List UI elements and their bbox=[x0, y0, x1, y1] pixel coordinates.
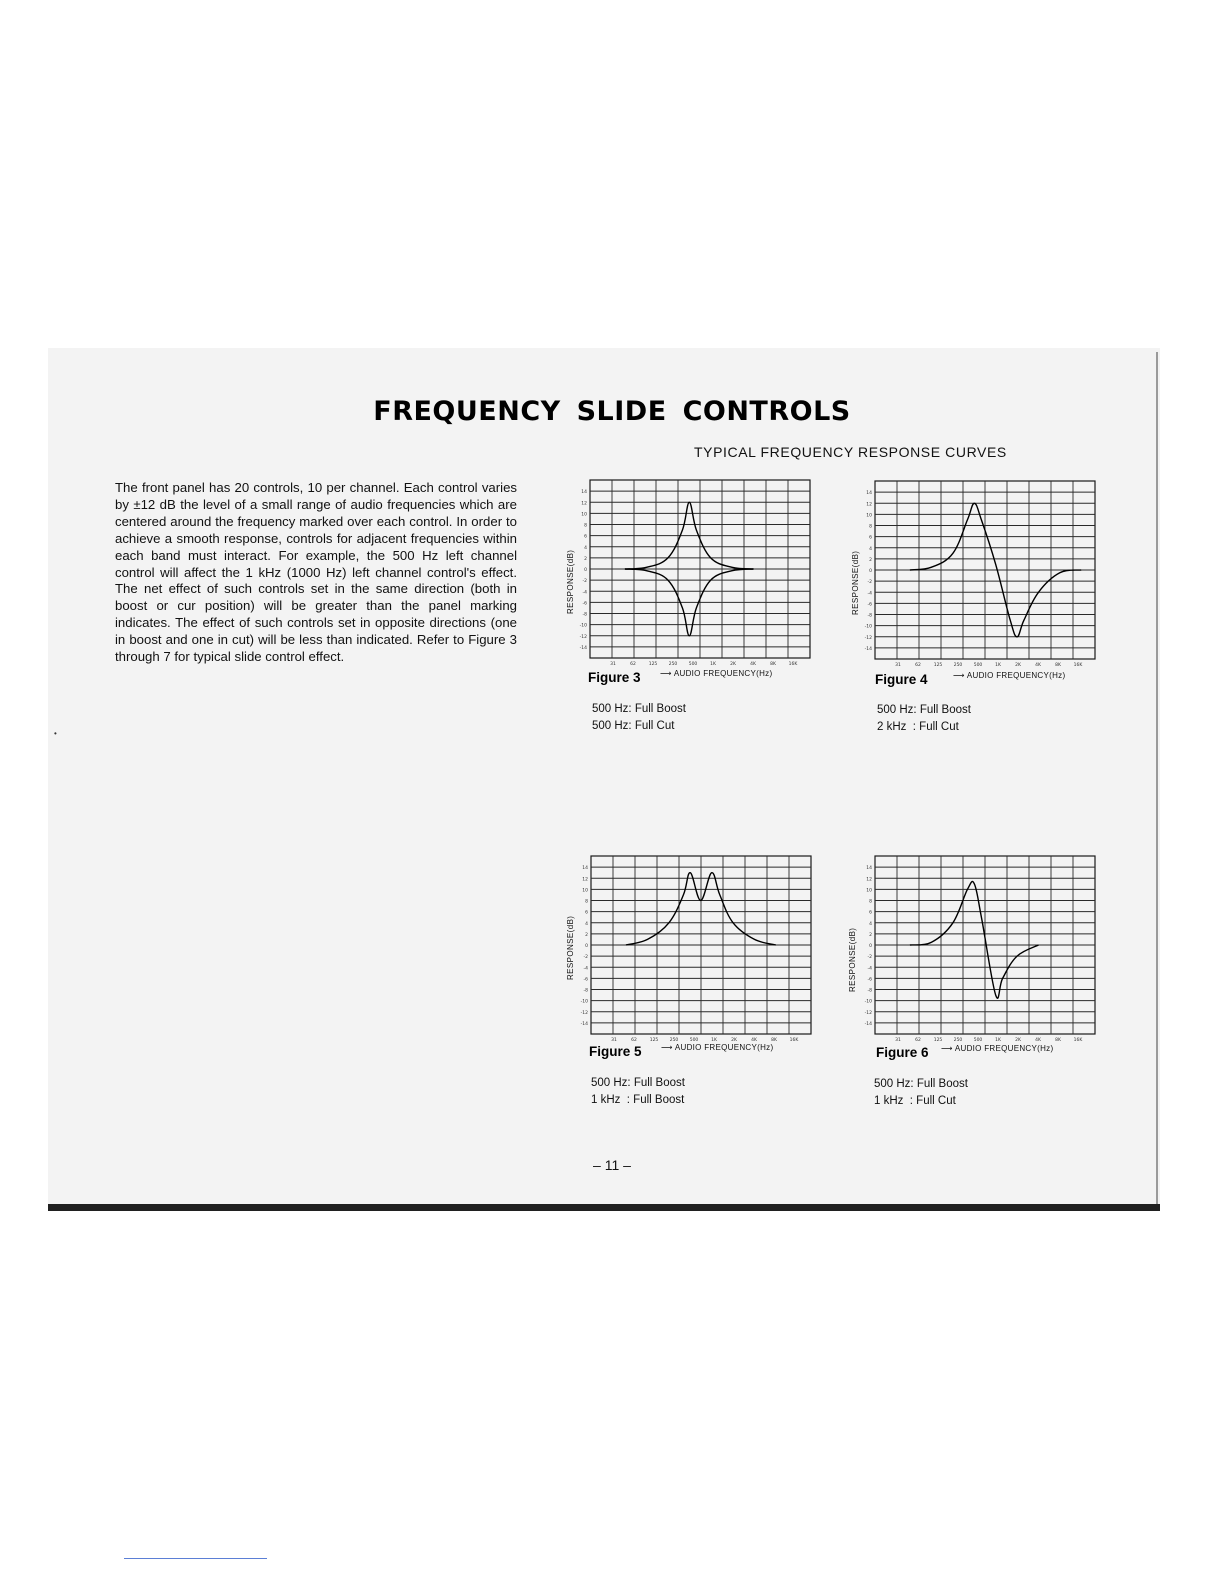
figure-3-xtick-label: 125 bbox=[648, 662, 658, 667]
figure-4-caption-line-1: 500 Hz: Full Boost bbox=[877, 704, 971, 716]
figure-5-ytick-label: -6 bbox=[583, 977, 588, 983]
figure-3-ytick-label: 0 bbox=[584, 568, 587, 573]
scan-speck: • bbox=[54, 729, 57, 738]
figure-3-ytick-label: -8 bbox=[582, 612, 587, 618]
figure-4-xtick-label: 8K bbox=[1055, 663, 1061, 668]
figure-6-ytick-label: -2 bbox=[867, 955, 872, 961]
figure-6-caption bbox=[874, 1076, 968, 1110]
figure-4-caption bbox=[877, 702, 971, 736]
figure-6-xtick-label: 1K bbox=[995, 1038, 1001, 1043]
figure-5-ytick-label: 12 bbox=[582, 877, 588, 883]
figure-6-xtick-label: 16K bbox=[1073, 1038, 1083, 1043]
figure-3 bbox=[560, 478, 850, 768]
figure-4-caption-line-2: 2 kHz : Full Cut bbox=[877, 721, 959, 733]
figure-3-ytick-label: -2 bbox=[582, 579, 587, 585]
figure-6-ytick-label: -10 bbox=[864, 999, 872, 1005]
figure-6-series-1-line bbox=[910, 881, 1039, 998]
figure-5 bbox=[561, 854, 851, 1144]
figure-6-xlabel-text: AUDIO FREQUENCY(Hz) bbox=[954, 1044, 1054, 1053]
footnote-rule bbox=[124, 1558, 267, 1559]
figure-5-ylabel: RESPONSE(dB) bbox=[566, 915, 575, 980]
figure-6-xtick-label: 4K bbox=[1035, 1038, 1041, 1043]
figure-4-ytick-label: 10 bbox=[866, 513, 872, 519]
figure-5-ytick-label: -4 bbox=[583, 966, 588, 972]
figure-3-ytick-label: 2 bbox=[584, 556, 587, 562]
figure-3-xtick-label: 62 bbox=[630, 662, 636, 667]
figure-3-caption-line-1: 500 Hz: Full Boost bbox=[592, 703, 686, 715]
figure-3-xtick-label: 8K bbox=[770, 662, 776, 667]
figure-5-xtick-label: 31 bbox=[611, 1038, 617, 1043]
figure-3-xlabel: ⟶ AUDIO FREQUENCY(Hz) bbox=[660, 669, 773, 678]
figure-5-xtick-label: 500 bbox=[689, 1038, 699, 1043]
figure-6-xtick-label: 31 bbox=[895, 1038, 901, 1043]
figure-6-ytick-label: 14 bbox=[866, 866, 872, 872]
figure-3-ytick-label: 12 bbox=[581, 501, 587, 507]
figure-6-ytick-label: -4 bbox=[867, 966, 872, 972]
figure-4-ytick-label: 14 bbox=[866, 491, 872, 497]
figure-6-xtick-label: 500 bbox=[973, 1038, 983, 1043]
body-paragraph: The front panel has 20 controls, 10 per channel. Each control varies by ±12 dB the level of a small range of audio frequencies which are centered around the frequency marked over each control. In order to achieve a smooth response, controls for adjacent frequencies within each band must interact. For example, the 500 Hz left channel control will affect the 1 kHz (1000 Hz) left channel control's effect. The net effect of such controls set in the same direction (both in boost or cur position) will be greater than the panel marking indicates. The effect of such controls set in opposite directions (one in boost and one in cut) will be less than indicated. Refer to Figure 3 through 7 for typical slide control effect. bbox=[115, 480, 517, 665]
figure-6-ytick-label: -14 bbox=[864, 1021, 872, 1027]
page-edge-line bbox=[1156, 352, 1158, 1208]
figure-3-xtick-label: 1K bbox=[710, 662, 716, 667]
figure-3-xtick-label: 4K bbox=[750, 662, 756, 667]
figure-4-xtick-label: 4K bbox=[1035, 663, 1041, 668]
figure-3-ytick-label: -14 bbox=[579, 645, 587, 651]
figure-3-xtick-label: 500 bbox=[688, 662, 698, 667]
figure-5-xtick-label: 8K bbox=[771, 1038, 777, 1043]
figure-3-caption bbox=[592, 701, 686, 735]
figure-6-ytick-label: 2 bbox=[869, 932, 872, 938]
figure-5-chart bbox=[561, 854, 821, 1054]
figure-4-ytick-label: 2 bbox=[869, 557, 872, 563]
figure-3-ytick-label: 4 bbox=[584, 545, 587, 551]
figure-4-ytick-label: 4 bbox=[869, 546, 872, 552]
figure-5-ytick-label: 14 bbox=[582, 866, 588, 872]
figure-4-xtick-label: 500 bbox=[973, 663, 983, 668]
figure-4-ytick-label: -10 bbox=[864, 624, 872, 630]
figure-6-chart bbox=[845, 854, 1105, 1054]
figure-4 bbox=[845, 479, 1135, 769]
figure-4-label: Figure 4 bbox=[875, 672, 928, 687]
figure-3-ylabel: RESPONSE(dB) bbox=[566, 549, 575, 614]
bottom-rule bbox=[48, 1204, 1160, 1211]
figure-4-xlabel-text: AUDIO FREQUENCY(Hz) bbox=[966, 671, 1066, 680]
figure-5-ytick-label: -8 bbox=[583, 988, 588, 994]
figure-3-chart bbox=[560, 478, 820, 678]
figure-5-ytick-label: 4 bbox=[585, 921, 588, 927]
figure-5-xtick-label: 16K bbox=[789, 1038, 799, 1043]
figure-3-ytick-label: 10 bbox=[581, 512, 587, 518]
figure-4-ylabel: RESPONSE(dB) bbox=[851, 550, 860, 615]
figure-5-label: Figure 5 bbox=[589, 1044, 642, 1059]
figure-5-ytick-label: -14 bbox=[580, 1021, 588, 1027]
figure-6 bbox=[845, 854, 1135, 1144]
figure-4-ytick-label: 0 bbox=[869, 569, 872, 574]
figure-4-xtick-label: 1K bbox=[995, 663, 1001, 668]
figure-6-label: Figure 6 bbox=[876, 1045, 929, 1060]
figure-4-ytick-label: -4 bbox=[867, 591, 872, 597]
figure-4-ytick-label: 12 bbox=[866, 502, 872, 508]
figure-6-caption-line-1: 500 Hz: Full Boost bbox=[874, 1078, 968, 1090]
figure-4-xtick-label: 62 bbox=[915, 663, 921, 668]
figure-5-ytick-label: 6 bbox=[585, 910, 588, 916]
figure-6-xtick-label: 8K bbox=[1055, 1038, 1061, 1043]
figure-6-ytick-label: 4 bbox=[869, 921, 872, 927]
figure-3-ytick-label: 14 bbox=[581, 490, 587, 496]
figure-3-ytick-label: 6 bbox=[584, 534, 587, 540]
figure-6-xtick-label: 62 bbox=[915, 1038, 921, 1043]
figure-5-ytick-label: -12 bbox=[580, 1010, 588, 1016]
figure-3-xtick-label: 31 bbox=[610, 662, 616, 667]
figure-3-caption-line-2: 500 Hz: Full Cut bbox=[592, 720, 675, 732]
figure-5-caption-line-2: 1 kHz : Full Boost bbox=[591, 1094, 685, 1106]
figure-4-xtick-label: 2K bbox=[1015, 663, 1021, 668]
figure-6-ylabel: RESPONSE(dB) bbox=[848, 927, 857, 992]
figure-5-xlabel: ⟶ AUDIO FREQUENCY(Hz) bbox=[661, 1043, 774, 1052]
figure-6-ytick-label: 10 bbox=[866, 888, 872, 894]
figure-3-ytick-label: -10 bbox=[579, 623, 587, 629]
page-number: – 11 – bbox=[593, 1157, 631, 1173]
figure-5-xtick-label: 2K bbox=[731, 1038, 737, 1043]
figure-4-ytick-label: -12 bbox=[864, 635, 872, 641]
figure-5-xlabel-text: AUDIO FREQUENCY(Hz) bbox=[674, 1043, 774, 1052]
figure-4-xlabel: ⟶ AUDIO FREQUENCY(Hz) bbox=[953, 671, 1066, 680]
figure-5-ytick-label: 10 bbox=[582, 888, 588, 894]
figure-3-ytick-label: -4 bbox=[582, 590, 587, 596]
figure-6-ytick-label: 8 bbox=[869, 899, 872, 905]
figure-6-ytick-label: 12 bbox=[866, 877, 872, 883]
figure-4-ytick-label: -14 bbox=[864, 646, 872, 652]
figure-5-ytick-label: -10 bbox=[580, 999, 588, 1005]
figure-5-xtick-label: 125 bbox=[649, 1038, 659, 1043]
figure-4-ytick-label: -2 bbox=[867, 580, 872, 586]
figure-5-ytick-label: 0 bbox=[585, 944, 588, 949]
figure-5-xtick-label: 250 bbox=[669, 1038, 679, 1043]
figure-3-ytick-label: -12 bbox=[579, 634, 587, 640]
figure-5-xtick-label: 62 bbox=[631, 1038, 637, 1043]
figure-5-caption bbox=[591, 1075, 685, 1109]
figure-3-ytick-label: -6 bbox=[582, 601, 587, 607]
figure-6-xtick-label: 2K bbox=[1015, 1038, 1021, 1043]
figure-4-ytick-label: -8 bbox=[867, 613, 872, 619]
figure-5-ytick-label: -2 bbox=[583, 955, 588, 961]
figure-6-caption-line-2: 1 kHz : Full Cut bbox=[874, 1095, 956, 1107]
figure-6-xtick-label: 125 bbox=[933, 1038, 943, 1043]
figure-3-label: Figure 3 bbox=[588, 670, 641, 685]
figure-4-ytick-label: 6 bbox=[869, 535, 872, 541]
figure-4-chart bbox=[845, 479, 1105, 679]
figure-4-xtick-label: 250 bbox=[953, 663, 963, 668]
figure-6-xtick-label: 250 bbox=[953, 1038, 963, 1043]
figure-4-xtick-label: 16K bbox=[1073, 663, 1083, 668]
figure-6-ytick-label: -12 bbox=[864, 1010, 872, 1016]
figure-3-ytick-label: 8 bbox=[584, 523, 587, 529]
figure-4-xtick-label: 125 bbox=[933, 663, 943, 668]
figure-6-ytick-label: 6 bbox=[869, 910, 872, 916]
figure-3-xtick-label: 250 bbox=[668, 662, 678, 667]
figure-4-ytick-label: 8 bbox=[869, 524, 872, 530]
figure-4-xtick-label: 31 bbox=[895, 663, 901, 668]
figure-6-ytick-label: -6 bbox=[867, 977, 872, 983]
figure-5-xtick-label: 4K bbox=[751, 1038, 757, 1043]
figure-3-xlabel-text: AUDIO FREQUENCY(Hz) bbox=[673, 669, 773, 678]
figure-5-ytick-label: 8 bbox=[585, 899, 588, 905]
figure-5-caption-line-1: 500 Hz: Full Boost bbox=[591, 1077, 685, 1089]
page-title: FREQUENCY SLIDE CONTROLS bbox=[373, 396, 851, 427]
figure-5-ytick-label: 2 bbox=[585, 932, 588, 938]
figure-5-xtick-label: 1K bbox=[711, 1038, 717, 1043]
figure-4-ytick-label: -6 bbox=[867, 602, 872, 608]
figure-6-ytick-label: 0 bbox=[869, 944, 872, 949]
figures-subtitle: TYPICAL FREQUENCY RESPONSE CURVES bbox=[694, 444, 1007, 460]
figure-3-xtick-label: 2K bbox=[730, 662, 736, 667]
figure-6-xlabel: ⟶ AUDIO FREQUENCY(Hz) bbox=[941, 1044, 1054, 1053]
figure-3-xtick-label: 16K bbox=[788, 662, 798, 667]
figure-6-ytick-label: -8 bbox=[867, 988, 872, 994]
